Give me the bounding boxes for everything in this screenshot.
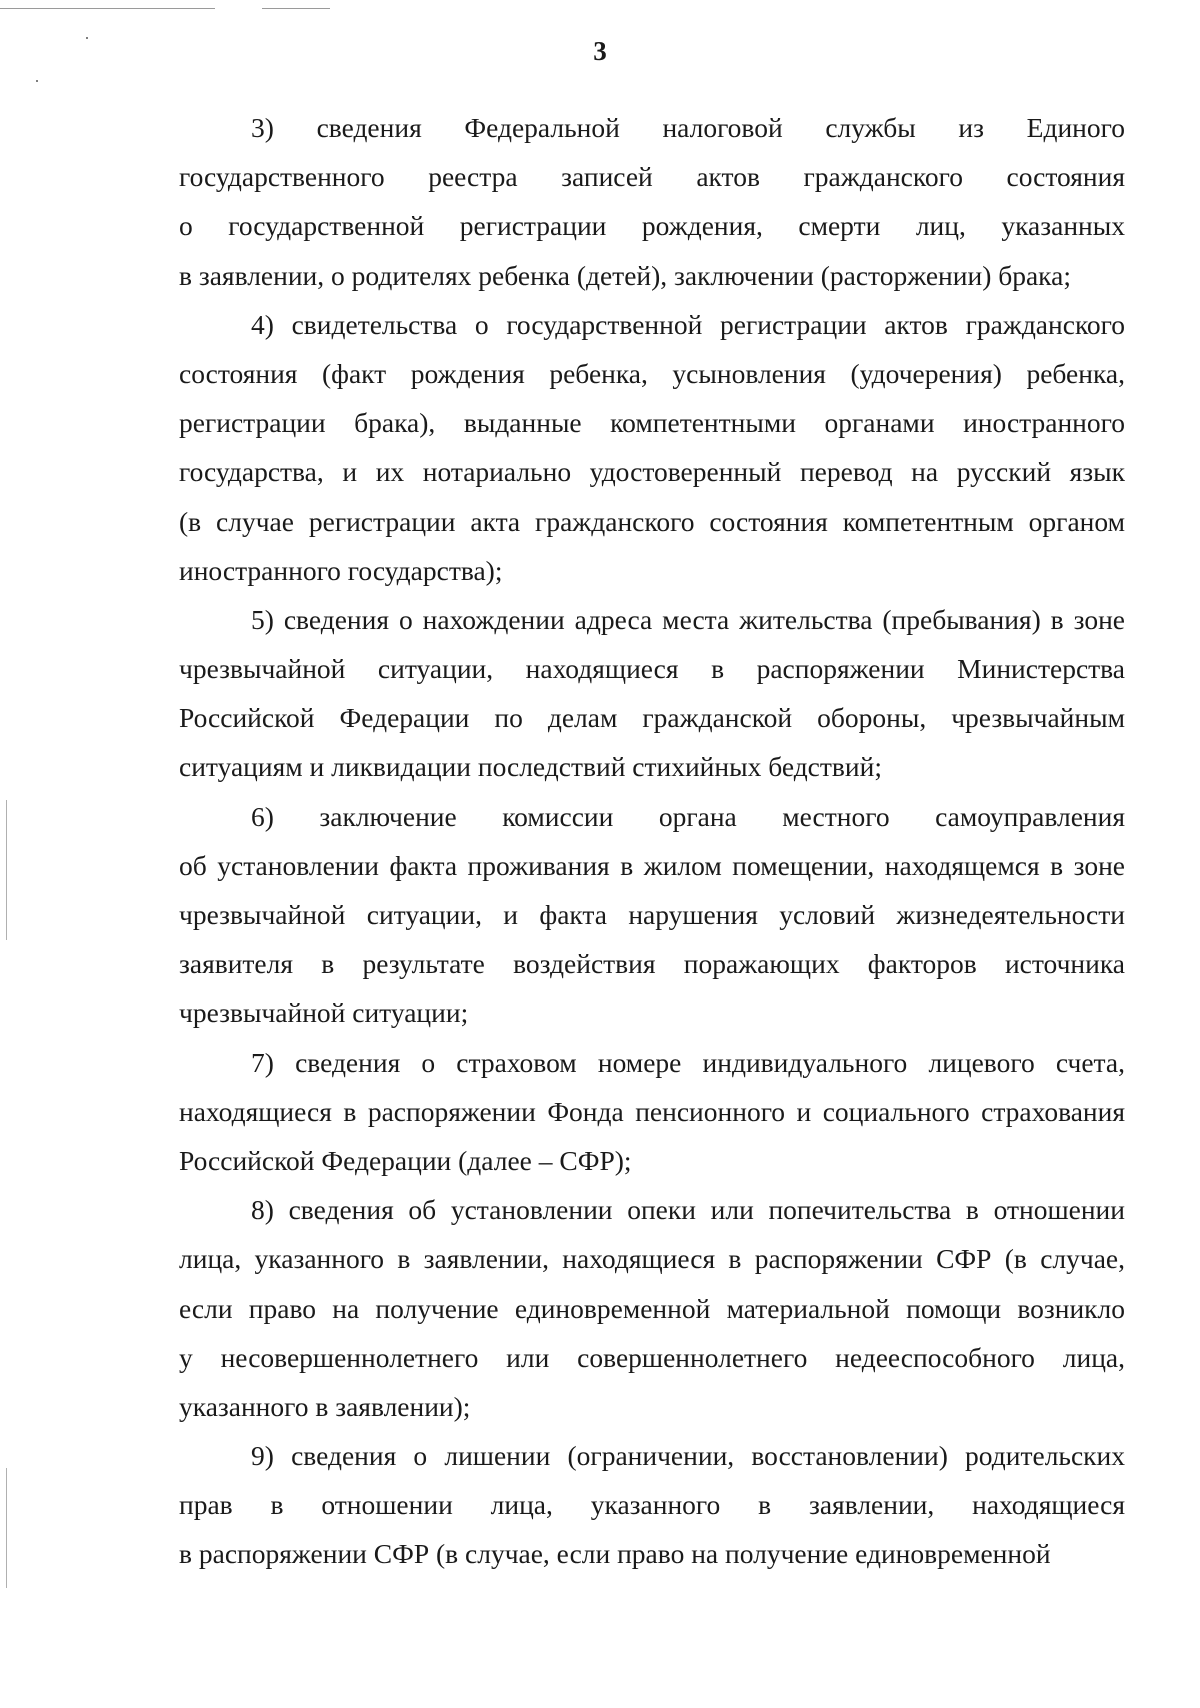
paragraph-line: 7) сведения о страховом номере индивидуального лицевого счета, bbox=[251, 1046, 1125, 1078]
page-number: 3 bbox=[593, 36, 607, 66]
scan-speck bbox=[36, 80, 38, 82]
paragraph-line: у несовершеннолетнего или совершеннолетнего недееспособного лица, bbox=[179, 1341, 1125, 1373]
paragraph-line: состояния (факт рождения ребенка, усыновления (удочерения) ребенка, bbox=[179, 357, 1125, 389]
paragraph-line: о государственной регистрации рождения, смерти лиц, указанных bbox=[179, 210, 1125, 242]
paragraph-line: заявителя в результате воздействия поражающих факторов источника bbox=[179, 948, 1125, 980]
paragraph-line: указанного в заявлении); bbox=[179, 1390, 471, 1422]
paragraph-4 bbox=[179, 792, 1125, 1038]
paragraph-line: иностранного государства); bbox=[179, 554, 503, 586]
paragraph-line: 6) заключение комиссии органа местного самоуправления bbox=[251, 800, 1125, 832]
paragraph-line: государства, и их нотариально удостоверенный перевод на русский язык bbox=[179, 456, 1125, 488]
paragraph-line: если право на получение единовременной материальной помощи возникло bbox=[179, 1292, 1125, 1324]
paragraph-6 bbox=[179, 1185, 1125, 1431]
paragraph-line: чрезвычайной ситуации; bbox=[179, 997, 469, 1029]
paragraph-line: чрезвычайной ситуации, и факта нарушения условий жизнедеятельности bbox=[179, 899, 1125, 930]
paragraph-5 bbox=[179, 1038, 1125, 1186]
paragraph-line: 8) сведения об установлении опеки или попечительства в отношении bbox=[251, 1194, 1125, 1226]
scan-edge-line-top-left bbox=[0, 8, 215, 9]
paragraph-line: Российской Федерации по делам гражданской обороны, чрезвычайным bbox=[179, 702, 1125, 734]
paragraph-line: чрезвычайной ситуации, находящиеся в распоряжении Министерства bbox=[179, 653, 1125, 685]
paragraph-line: регистрации брака), выданные компетентными органами иностранного bbox=[179, 407, 1125, 439]
paragraph-line: государственного реестра записей актов гражданского состояния bbox=[179, 161, 1125, 193]
paragraph-line: 3) сведения Федеральной налоговой службы из Единого bbox=[251, 112, 1125, 143]
paragraph-1 bbox=[179, 103, 1125, 300]
paragraph-line: 4) свидетельства о государственной регистрации актов гражданского bbox=[251, 308, 1125, 340]
paragraph-line: находящиеся в распоряжении Фонда пенсионного и социального страхования bbox=[179, 1095, 1125, 1127]
paragraph-line: 5) сведения о нахождении адреса места жительства (пребывания) в зоне bbox=[251, 603, 1125, 635]
document-body bbox=[179, 103, 1125, 1579]
paragraph-line: ситуациям и ликвидации последствий стихийных бедствий; bbox=[179, 751, 882, 783]
scan-edge-line-top-mid bbox=[262, 8, 330, 9]
scan-margin-mark bbox=[6, 800, 7, 940]
paragraph-line: 9) сведения о лишении (ограничении, восстановлении) родительских bbox=[251, 1440, 1125, 1472]
paragraph-line: прав в отношении лица, указанного в заявлении, находящиеся bbox=[179, 1489, 1125, 1521]
paragraph-line: (в случае регистрации акта гражданского состояния компетентным органом bbox=[179, 505, 1125, 537]
paragraph-line: в заявлении, о родителях ребенка (детей), заключении (расторжении) брака; bbox=[179, 259, 1071, 291]
paragraph-3 bbox=[179, 595, 1125, 792]
paragraph-line: Российской Федерации (далее – СФР); bbox=[179, 1144, 632, 1176]
paragraph-line: об установлении факта проживания в жилом помещении, находящемся в зоне bbox=[179, 849, 1125, 881]
paragraph-line: лица, указанного в заявлении, находящиеся в распоряжении СФР (в случае, bbox=[179, 1243, 1125, 1275]
paragraph-7 bbox=[179, 1431, 1125, 1579]
scan-margin-mark bbox=[6, 1468, 7, 1588]
paragraph-line: в распоряжении СФР (в случае, если право на получение единовременной bbox=[179, 1538, 1051, 1570]
paragraph-2 bbox=[179, 300, 1125, 595]
